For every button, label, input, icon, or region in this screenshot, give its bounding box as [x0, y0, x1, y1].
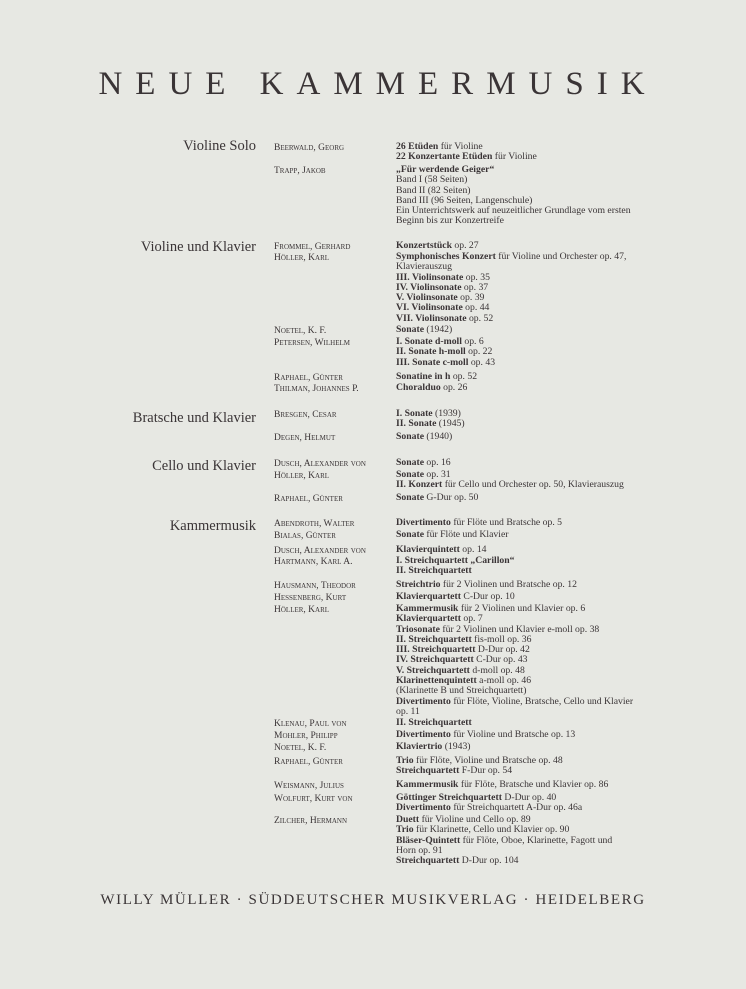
work-title: Sonate — [396, 457, 424, 468]
composer-name: Dusch, Alexander von — [274, 459, 366, 469]
work-title: Sonate — [396, 431, 424, 442]
work-detail: op. 37 — [461, 281, 489, 293]
work-line — [396, 697, 676, 707]
publisher-footer: WILLY MÜLLER · SÜDDEUTSCHER MUSIKVERLAG · HEIDELBERG — [100, 892, 646, 908]
work-title: Bläser-Quintett — [396, 834, 461, 846]
work-detail: für Violine und Bratsche op. 13 — [450, 729, 576, 740]
work-title: Divertimento — [396, 517, 451, 528]
work-detail: Band III (96 Seiten, Langenschule) — [396, 194, 533, 206]
work-detail: C-Dur op. 43 — [473, 654, 528, 666]
work-title: Triosonate — [396, 623, 440, 635]
work-title: Symphonisches Konzert — [396, 251, 496, 262]
work-detail: für Cello und Orchester op. 50, Klavierauszug — [442, 479, 624, 491]
work-title: Streichtrio — [396, 579, 441, 590]
work-line — [396, 592, 676, 602]
composer-name: Bialas, Günter — [274, 531, 336, 541]
work-list — [396, 165, 676, 227]
composer-name: Klenau, Paul von — [274, 719, 347, 729]
work-list — [396, 518, 676, 528]
work-detail: op. 52 — [450, 371, 478, 382]
work-title: „Für werdende Geiger“ — [396, 164, 495, 175]
work-title: Klavierquartett — [396, 591, 461, 602]
work-line — [396, 780, 676, 790]
work-line — [396, 707, 676, 717]
section-heading: Kammermusik — [169, 518, 256, 534]
work-title: Divertimento — [396, 729, 451, 740]
work-line — [396, 766, 676, 776]
work-list — [396, 493, 676, 503]
work-detail: op. 43 — [468, 356, 496, 368]
work-detail: Klavierauszug — [396, 261, 452, 273]
work-line — [396, 742, 676, 752]
work-line — [396, 730, 676, 740]
work-detail: op. 52 — [466, 312, 494, 324]
work-line — [396, 314, 676, 324]
work-title: Sonate — [396, 492, 424, 503]
work-detail: (Klarinette B und Streichquartett) — [396, 685, 527, 697]
work-detail: C-Dur op. 10 — [460, 591, 515, 602]
work-detail: op. 27 — [451, 240, 479, 251]
work-detail: op. 16 — [424, 457, 451, 468]
work-detail: op. 6 — [461, 336, 484, 347]
work-detail: für 2 Violinen und Klavier e-moll op. 38 — [439, 623, 600, 635]
work-title: II. Streichquartett — [396, 633, 472, 645]
work-detail: Horn op. 91 — [396, 844, 443, 856]
work-detail: op. 26 — [440, 382, 468, 393]
work-line — [396, 803, 676, 813]
work-line — [396, 856, 676, 866]
work-line — [396, 718, 676, 728]
work-list — [396, 142, 676, 163]
work-line — [396, 241, 676, 251]
work-title: Klarinettenquintett — [396, 675, 477, 687]
composer-name: Hessenberg, Kurt — [274, 593, 347, 603]
work-title: Kammermusik — [396, 603, 459, 614]
work-title: Trio — [396, 824, 414, 836]
work-list — [396, 793, 676, 814]
work-line — [396, 566, 676, 576]
work-title: 22 Konzertante Etüden — [396, 151, 493, 163]
section-heading: Violine Solo — [183, 138, 256, 154]
work-title: IV. Violinsonate — [396, 281, 462, 293]
work-list — [396, 432, 676, 442]
work-title: Klavierquintett — [396, 544, 460, 555]
section-heading: Bratsche und Klavier — [132, 410, 256, 426]
work-detail: a-moll op. 46 — [476, 675, 532, 687]
composer-name: Thilman, Johannes P. — [274, 384, 359, 394]
work-detail: für Violine und Orchester op. 47, — [495, 251, 627, 262]
work-title: Klaviertrio — [396, 741, 443, 752]
work-list — [396, 458, 676, 468]
work-line — [396, 372, 676, 382]
section-heading: Cello und Klavier — [152, 458, 256, 474]
work-list — [396, 742, 676, 752]
work-detail: op. 35 — [463, 271, 490, 283]
work-list — [396, 730, 676, 740]
work-title: Choralduo — [396, 382, 441, 393]
work-list — [396, 592, 676, 602]
work-title: II. Sonate h-moll — [396, 346, 466, 358]
work-list — [396, 325, 676, 335]
composer-name: Trapp, Jakob — [274, 166, 326, 176]
composer-name: Beerwald, Georg — [274, 143, 345, 153]
composer-name: Höller, Karl — [274, 605, 330, 615]
work-title: Divertimento — [396, 695, 451, 707]
work-list — [396, 815, 676, 866]
work-title: Trio — [396, 755, 414, 766]
work-line — [396, 432, 676, 442]
work-list — [396, 780, 676, 790]
work-title: II. Konzert — [396, 479, 443, 491]
work-title: Divertimento — [396, 802, 451, 814]
composer-name: Bresgen, Cesar — [274, 410, 337, 420]
work-list — [396, 545, 676, 555]
work-detail: für Flöte, Violine und Bratsche op. 48 — [413, 755, 563, 766]
work-list — [396, 409, 676, 430]
work-title: Kammermusik — [396, 779, 459, 790]
work-detail: Band I (58 Seiten) — [396, 174, 468, 186]
work-title: Göttinger Streichquartett — [396, 792, 502, 803]
composer-name: Höller, Karl — [274, 471, 330, 481]
work-detail: für 2 Violinen und Klavier op. 6 — [458, 603, 586, 614]
work-list — [396, 337, 676, 368]
work-line — [396, 518, 676, 528]
work-list — [396, 580, 676, 590]
work-detail: für Flöte und Klavier — [424, 529, 509, 540]
work-detail: Band II (82 Seiten) — [396, 184, 471, 196]
work-title: Sonate — [396, 324, 424, 335]
composer-name: Hartmann, Karl A. — [274, 557, 353, 567]
work-detail: D-Dur op. 104 — [459, 855, 519, 867]
work-detail: für Flöte, Bratsche und Klavier op. 86 — [458, 779, 609, 790]
work-list — [396, 470, 676, 491]
work-line — [396, 383, 676, 393]
work-detail: für Violine und Cello op. 89 — [419, 814, 531, 825]
work-title: I. Sonate — [396, 408, 433, 419]
work-list — [396, 372, 676, 382]
work-detail: für 2 Violinen und Bratsche op. 12 — [440, 579, 577, 590]
composer-name: Hausmann, Theodor — [274, 581, 356, 591]
work-title: III. Streichquartett — [396, 644, 476, 656]
work-detail: für Violine — [492, 151, 537, 163]
work-line — [396, 216, 676, 226]
composer-name: Raphael, Günter — [274, 757, 343, 767]
work-title: Streichquartett — [396, 855, 460, 867]
work-detail: F-Dur op. 54 — [459, 765, 513, 777]
work-detail: für Flöte und Bratsche op. 5 — [450, 517, 563, 528]
work-line — [396, 530, 676, 540]
work-title: 26 Etüden — [396, 141, 439, 152]
work-line — [396, 580, 676, 590]
work-title: V. Violinsonate — [396, 292, 458, 304]
composer-name: Höller, Karl — [274, 253, 330, 263]
work-detail: für Klarinette, Cello und Klavier op. 90 — [413, 824, 570, 836]
work-list — [396, 530, 676, 540]
work-detail: (1943) — [442, 741, 471, 752]
work-detail: op. 39 — [457, 292, 485, 304]
work-detail: op. 11 — [396, 705, 420, 717]
work-title: V. Streichquartett — [396, 664, 470, 676]
work-title: Konzertstück — [396, 240, 452, 251]
work-detail: d-moll op. 48 — [469, 664, 525, 676]
work-detail: D-Dur op. 42 — [475, 644, 530, 656]
composer-name: Degen, Helmut — [274, 433, 336, 443]
work-list — [396, 252, 676, 324]
work-detail: für Violine — [438, 141, 483, 152]
work-title: I. Streichquartett „Carillon“ — [396, 555, 515, 566]
work-line — [396, 480, 676, 490]
work-detail: op. 31 — [424, 469, 451, 480]
work-detail: (1945) — [436, 418, 465, 430]
composer-name: Weismann, Julius — [274, 781, 344, 791]
work-line — [396, 358, 676, 368]
work-title: IV. Streichquartett — [396, 654, 474, 666]
work-detail: (1939) — [432, 408, 461, 419]
composer-name: Noetel, K. F. — [274, 743, 327, 753]
work-line — [396, 493, 676, 503]
work-title: Klavierquartett — [396, 613, 461, 625]
work-detail: (1942) — [424, 324, 453, 335]
page-title: NEUE KAMMERMUSIK — [98, 66, 658, 102]
work-detail: (1940) — [424, 431, 453, 442]
work-title: VI. Violinsonate — [396, 302, 463, 314]
composer-name: Noetel, K. F. — [274, 326, 327, 336]
work-detail: Ein Unterrichtswerk auf neuzeitlicher Grundlage vom ersten — [396, 205, 631, 217]
work-list — [396, 241, 676, 251]
work-detail: für Streichquartett A-Dur op. 46a — [450, 802, 583, 814]
work-list — [396, 718, 676, 728]
composer-name: Dusch, Alexander von — [274, 546, 366, 556]
composer-name: Raphael, Günter — [274, 494, 343, 504]
composer-name: Frommel, Gerhard — [274, 242, 351, 252]
work-title: III. Violinsonate — [396, 271, 464, 283]
composer-name: Petersen, Wilhelm — [274, 338, 350, 348]
work-detail: D-Dur op. 40 — [501, 792, 557, 803]
work-list — [396, 383, 676, 393]
work-line — [396, 419, 676, 429]
work-title: II. Streichquartett — [396, 717, 472, 728]
composer-name: Wolfurt, Kurt von — [274, 794, 353, 804]
composer-name: Abendroth, Walter — [274, 519, 355, 529]
composer-name: Mohler, Philipp — [274, 731, 338, 741]
work-title: VII. Violinsonate — [396, 312, 467, 324]
composer-name: Zilcher, Hermann — [274, 816, 348, 826]
work-title: Streichquartett — [396, 765, 460, 777]
work-title: Sonatine in h — [396, 371, 451, 382]
work-title: Duett — [396, 814, 420, 825]
work-detail: op. 14 — [459, 544, 487, 555]
work-detail: für Flöte, Oboe, Klarinette, Fagott und — [460, 834, 613, 846]
composer-name: Raphael, Günter — [274, 373, 343, 383]
work-title: I. Sonate d-moll — [396, 336, 462, 347]
work-title: II. Streichquartett — [396, 565, 472, 577]
work-title: Sonate — [396, 469, 424, 480]
work-line — [396, 152, 676, 162]
work-detail: fis-moll op. 36 — [471, 633, 532, 645]
work-line — [396, 325, 676, 335]
work-detail: für Flöte, Violine, Bratsche, Cello und Klavier — [450, 695, 634, 707]
work-line — [396, 545, 676, 555]
work-line — [396, 458, 676, 468]
work-detail: op. 44 — [462, 302, 490, 314]
section-heading: Violine und Klavier — [140, 239, 256, 255]
work-list — [396, 556, 676, 577]
work-title: Sonate — [396, 529, 424, 540]
work-detail: op. 22 — [465, 346, 493, 358]
work-list — [396, 604, 676, 717]
work-detail: op. 7 — [460, 613, 483, 625]
work-detail: Beginn bis zur Konzertreife — [396, 215, 504, 227]
work-detail: G-Dur op. 50 — [424, 492, 479, 503]
work-list — [396, 756, 676, 777]
work-title: II. Sonate — [396, 418, 437, 430]
work-title: III. Sonate c-moll — [396, 356, 469, 368]
